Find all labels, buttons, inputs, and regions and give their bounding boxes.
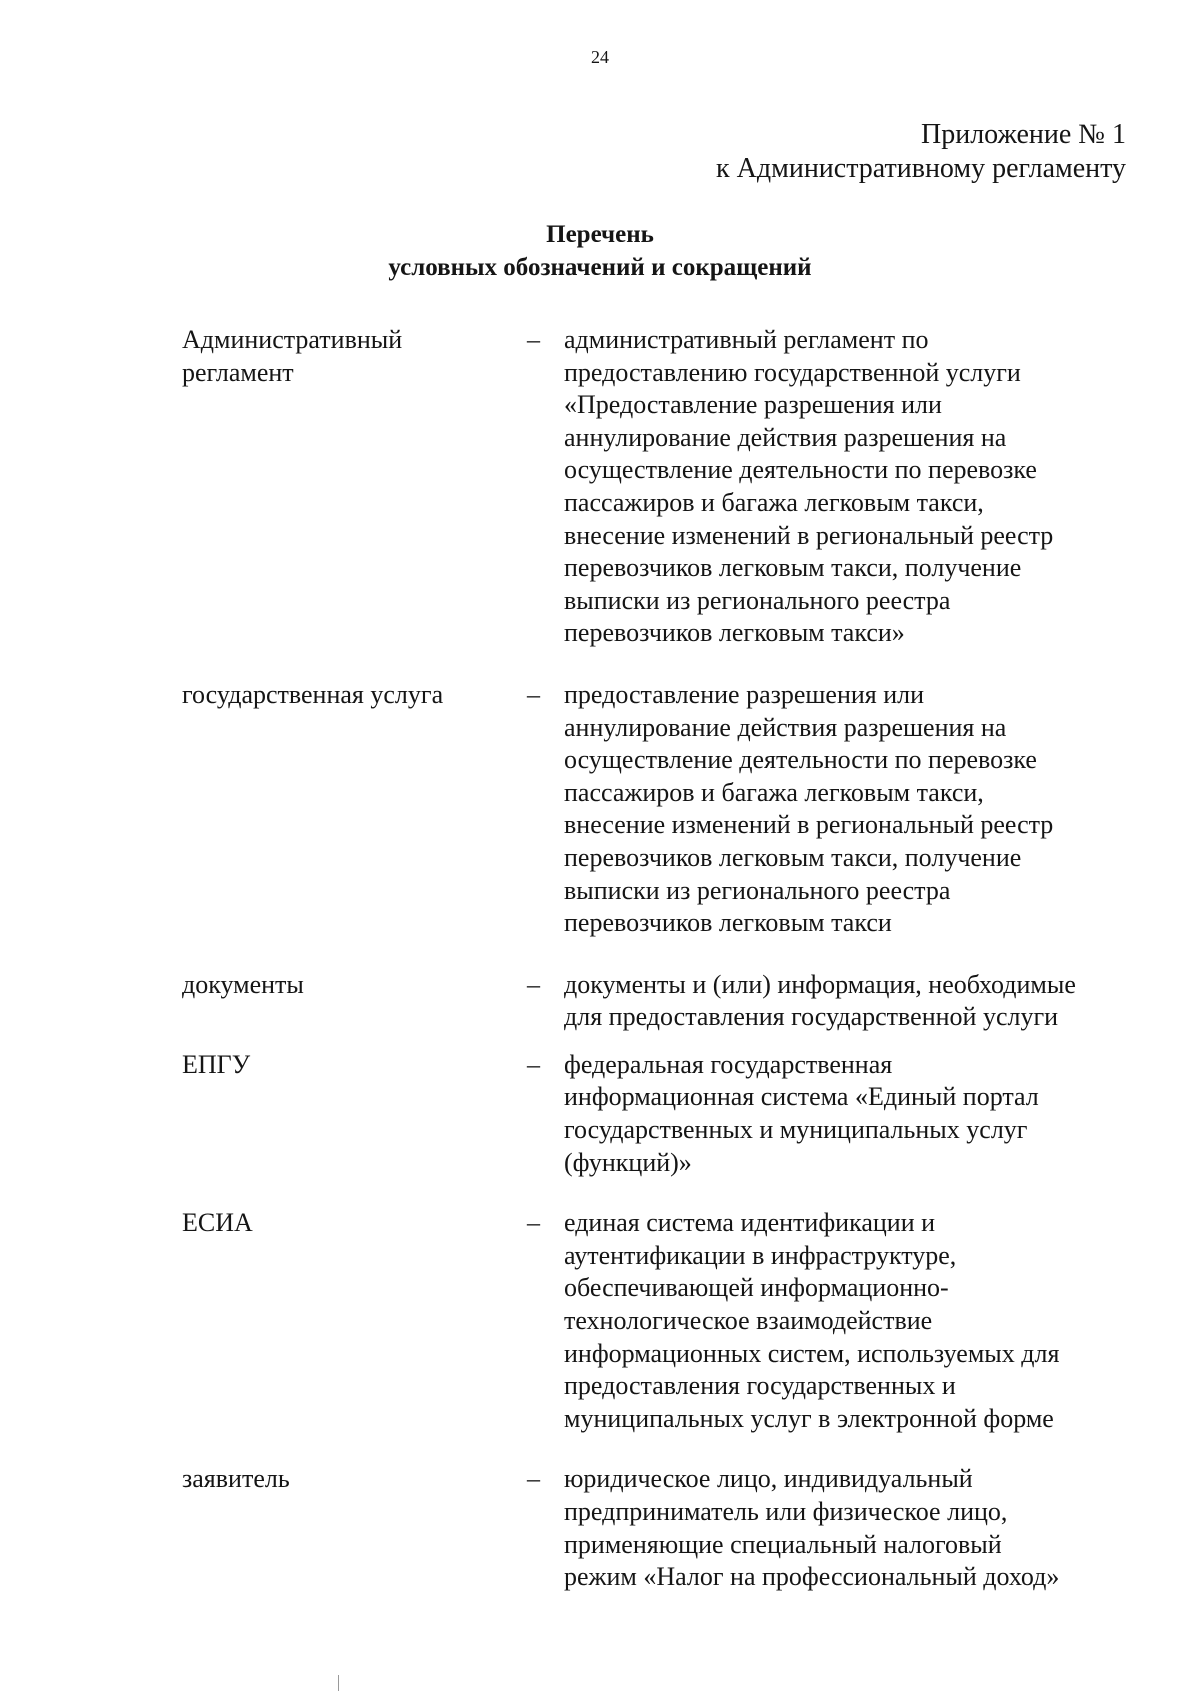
glossary-term: ЕСИА xyxy=(182,1208,253,1238)
page-number: 24 xyxy=(591,47,609,67)
glossary-definition: административный регламент по предоставлению государственной услуги «Предоставление разрешения или аннулирование действия разрешения на осуществление деятельности по перевозке пассажиров и багажа легковым такси, внесение изменений в региональный реестр перевозчиков легковым такси, получение выписки из регионального реестра перевозчиков легковым такси» xyxy=(564,325,1054,648)
glossary-dash: – xyxy=(527,1464,540,1494)
glossary-term: государственная услуга xyxy=(182,679,444,709)
document-title xyxy=(0,218,1200,284)
appendix-number: Приложение № 1 xyxy=(921,119,1126,150)
glossary-definition: федеральная государственная информационная система «Единый портал государственных и муниципальных услуг (функций)» xyxy=(564,1049,1039,1177)
appendix-header xyxy=(716,118,1126,186)
glossary-definition: юридическое лицо, индивидуальный предприниматель или физическое лицо, применяющие специальный налоговый режим «Налог на профессиональный доход» xyxy=(564,1464,1060,1592)
document-title-line-1: Перечень xyxy=(546,221,654,248)
glossary-list xyxy=(182,324,1132,1594)
scan-mark xyxy=(338,1675,339,1691)
glossary-dash: – xyxy=(527,679,540,709)
glossary-entry-administrative-regulation xyxy=(182,324,1132,650)
glossary-entry-esia xyxy=(182,1207,1132,1435)
glossary-dash: – xyxy=(527,969,540,999)
glossary-dash: – xyxy=(527,1208,540,1238)
glossary-dash: – xyxy=(527,1049,540,1079)
glossary-term: ЕПГУ xyxy=(182,1049,251,1079)
glossary-entry-documents xyxy=(182,969,1132,1034)
glossary-term: заявитель xyxy=(182,1464,290,1494)
glossary-definition: единая система идентификации и аутентификации в инфраструктуре, обеспечивающей информационно- технологическое взаимодействие информационных систем, используемых для предоставления государственных и муниципальных услуг в электронной форме xyxy=(564,1208,1060,1433)
glossary-entry-state-service xyxy=(182,679,1132,940)
glossary-dash: – xyxy=(527,325,540,354)
appendix-reference: к Административному регламенту xyxy=(716,153,1126,184)
glossary-term: документы xyxy=(182,969,304,999)
glossary-term: Административный регламент xyxy=(182,325,403,387)
glossary-definition: документы и (или) информация, необходимые для предоставления государственной услуги xyxy=(564,969,1076,1032)
glossary-definition: предоставление разрешения или аннулирование действия разрешения на осуществление деятельности по перевозке пассажиров и багажа легковым такси, внесение изменений в региональный реестр перевозчиков легковым такси, получение выписки из регионального реестра перевозчиков легковым такси xyxy=(564,679,1054,938)
document-title-line-2: условных обозначений и сокращений xyxy=(388,254,812,281)
glossary-entry-epgu xyxy=(182,1049,1132,1179)
glossary-entry-applicant xyxy=(182,1463,1132,1593)
